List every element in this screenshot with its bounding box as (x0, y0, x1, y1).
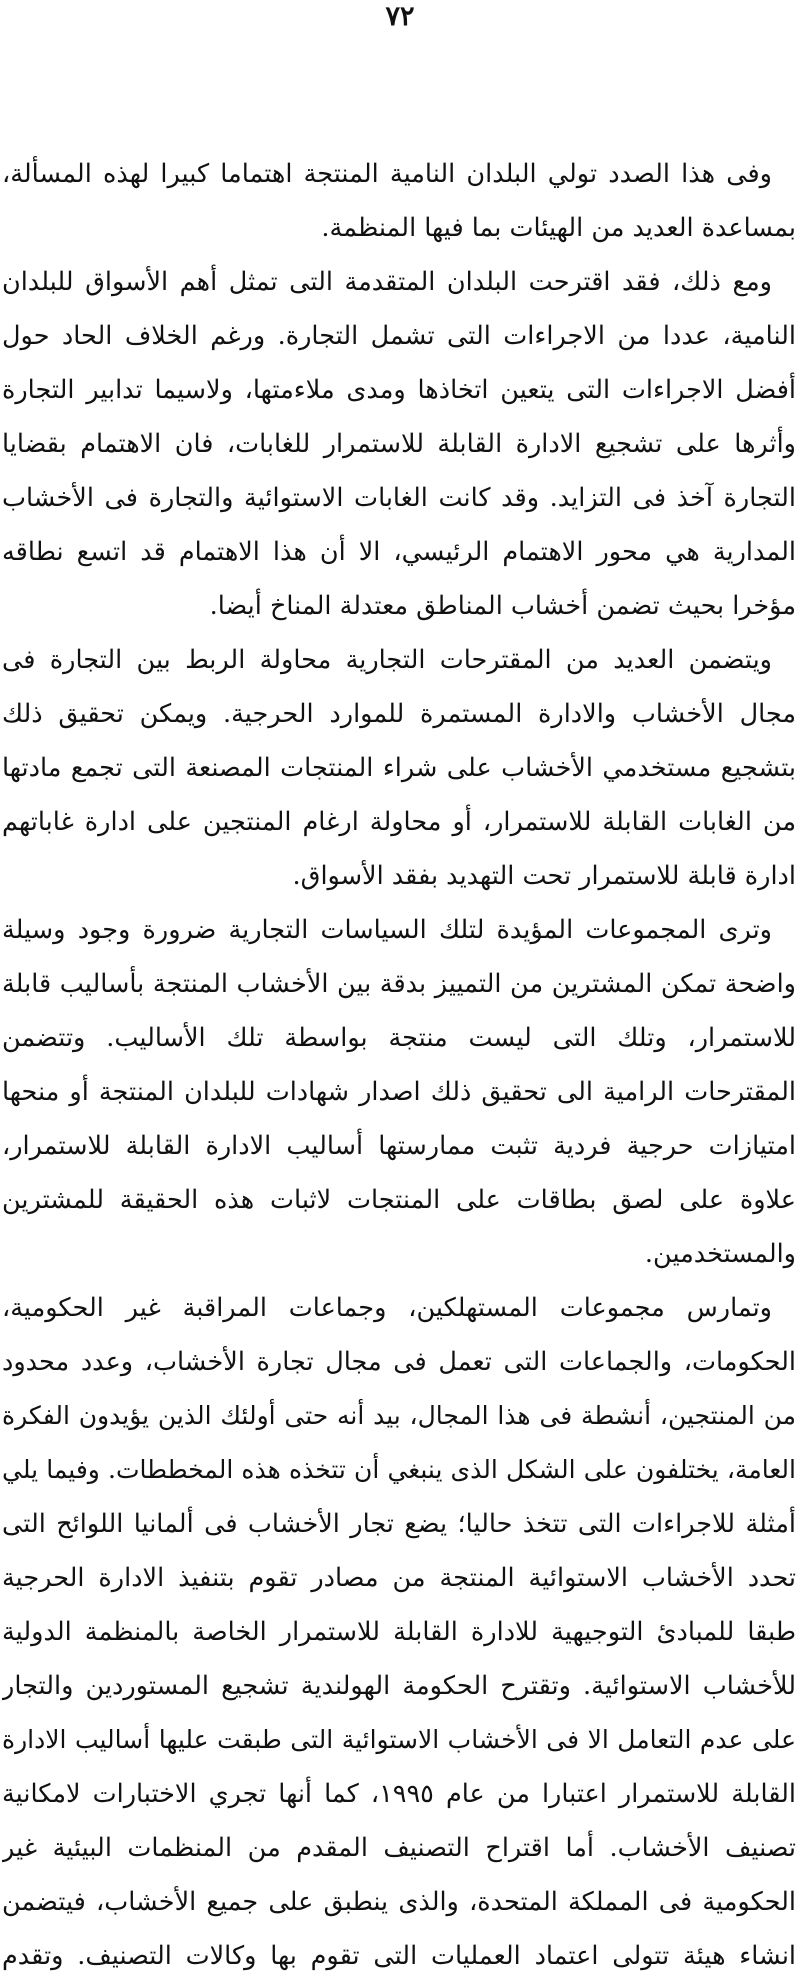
text-line: بتشجيع مستخدمي الأخشاب على شراء المنتجات المصنعة التى تجمع مادتها (2, 753, 796, 783)
text-line: واضحة تمكن المشترين من التمييز بدقة بين الأخشاب المنتجة بأساليب قابلة (2, 969, 796, 999)
text-line: مؤخرا بحيث تضمن أخشاب المناطق معتدلة المناخ أيضا. (209, 591, 796, 621)
text-line: ومع ذلك، فقد اقترحت البلدان المتقدمة التى تمثل أهم الأسواق للبلدان (2, 267, 772, 297)
text-line: ادارة قابلة للاستمرار تحت التهديد بفقد الأسواق. (292, 861, 796, 891)
body-text (2, 147, 796, 1983)
text-line: الحكومات، والجماعات التى تعمل فى مجال تجارة الأخشاب، وعدد محدود (2, 1347, 796, 1377)
text-line: المقترحات الرامية الى تحقيق ذلك اصدار شهادات للبلدان المنتجة أو منحها (2, 1077, 796, 1107)
text-line: العامة، يختلفون على الشكل الذى ينبغي أن تتخذه هذه المخططات. وفيما يلي (2, 1455, 796, 1484)
text-line: طبقا للمبادئ التوجيهية للادارة القابلة للاستمرار الخاصة بالمنظمة الدولية (2, 1617, 796, 1647)
text-line: وأثرها على تشجيع الادارة القابلة للاستمرار للغابات، فان الاهتمام بقضايا (2, 429, 796, 459)
text-line: تصنيف الأخشاب. أما اقتراح التصنيف المقدم من المنظمات البيئية غير (2, 1833, 796, 1863)
text-line: المدارية هي محور الاهتمام الرئيسي، الا أن هذا الاهتمام قد اتسع نطاقه (2, 537, 796, 567)
text-line: التجارة آخذ فى التزايد. وقد كانت الغابات الاستوائية والتجارة فى الأخشاب (2, 483, 796, 513)
text-line: للاستمرار، وتلك التى ليست منتجة بواسطة تلك الأساليب. وتتضمن (2, 1023, 796, 1053)
text-line: النامية، عددا من الاجراءات التى تشمل التجارة. ورغم الخلاف الحاد حول (2, 321, 796, 351)
text-line: وتمارس مجموعات المستهلكين، وجماعات المراقبة غير الحكومية، (2, 1293, 772, 1323)
text-line: من المنتجين، أنشطة فى هذا المجال، بيد أنه حتى أولئك الذين يؤيدون الفكرة (2, 1401, 796, 1430)
text-line: امتيازات حرجية فردية تثبت ممارستها أساليب الادارة القابلة للاستمرار، (2, 1131, 796, 1161)
text-line: الحكومية فى المملكة المتحدة، والذى ينطبق على جميع الأخشاب، فيتضمن (2, 1887, 796, 1917)
page-number: ٧٢ (385, 1, 415, 32)
text-line: أفضل الاجراءات التى يتعين اتخاذها ومدى ملاءمتها، ولاسيما تدابير التجارة (2, 375, 796, 405)
text-line: وترى المجموعات المؤيدة لتلك السياسات التجارية ضرورة وجود وسيلة (2, 915, 772, 945)
text-line: بمساعدة العديد من الهيئات بما فيها المنظمة. (321, 213, 796, 243)
text-line: علاوة على لصق بطاقات على المنتجات لاثبات هذه الحقيقة للمشترين (2, 1185, 796, 1215)
text-line: من الغابات القابلة للاستمرار، أو محاولة ارغام المنتجين على ادارة غاباتهم (2, 807, 796, 837)
text-line: وفى هذا الصدد تولي البلدان النامية المنتجة اهتماما كبيرا لهذه المسألة، (2, 159, 772, 189)
text-line: انشاء هيئة تتولى اعتماد العمليات التى تقوم بها وكالات التصنيف. وتقدم (2, 1941, 796, 1971)
text-line: تحدد الأخشاب الاستوائية المنتجة من مصادر تقوم بتنفيذ الادارة الحرجية (2, 1563, 796, 1593)
text-line: للأخشاب الاستوائية. وتقترح الحكومة الهولندية تشجيع المستوردين والتجار (2, 1671, 796, 1701)
text-line: ويتضمن العديد من المقترحات التجارية محاولة الربط بين التجارة فى (2, 645, 772, 675)
text-line: على عدم التعامل الا فى الأخشاب الاستوائية التى طبقت عليها أساليب الادارة (2, 1725, 796, 1754)
text-line: أمثلة للاجراءات التى تتخذ حاليا؛ يضع تجار الأخشاب فى ألمانيا اللوائح التى (2, 1509, 796, 1539)
text-line: القابلة للاستمرار اعتبارا من عام ١٩٩٥، كما أنها تجري الاختبارات لامكانية (2, 1779, 796, 1809)
text-line: والمستخدمين. (644, 1239, 796, 1269)
text-line: مجال الأخشاب والادارة المستمرة للموارد الحرجية. ويمكن تحقيق ذلك (2, 699, 796, 729)
